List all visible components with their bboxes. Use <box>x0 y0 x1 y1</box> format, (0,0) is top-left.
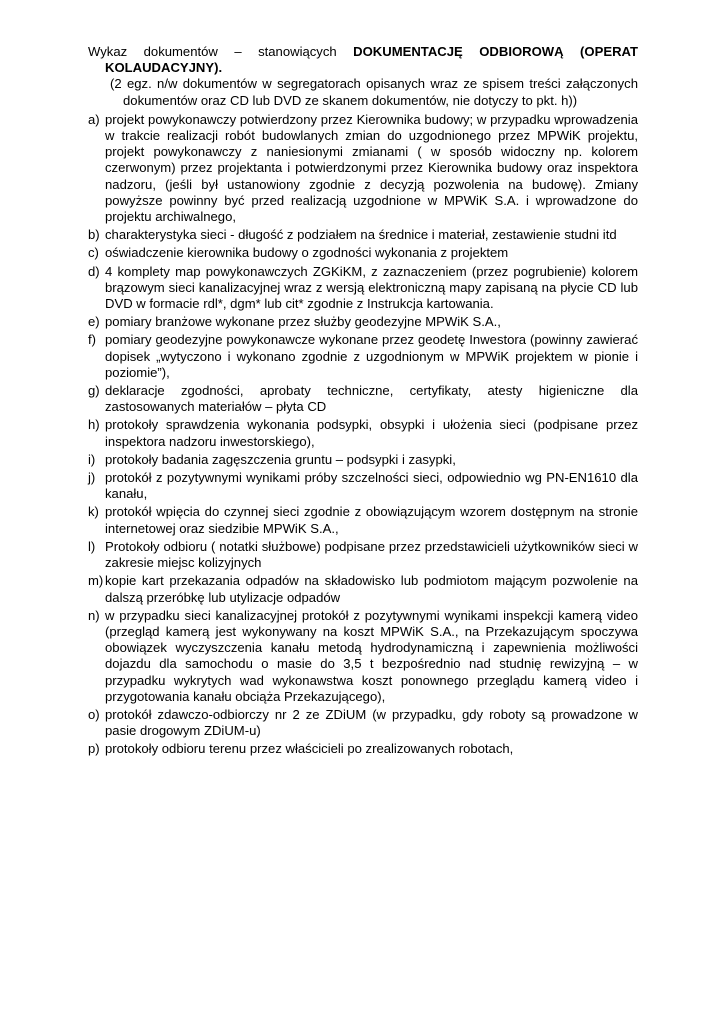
list-item-marker: b) <box>88 227 100 243</box>
list-item-marker: g) <box>88 383 100 399</box>
document-heading <box>88 44 638 76</box>
list-item <box>88 608 638 705</box>
heading-prefix: Wykaz dokumentów – stanowiących <box>88 44 354 59</box>
list-item-text: kopie kart przekazania odpadów na składowisko lub podmiotom mającym pozwolenie na dalszą przeróbkę lub utylizacje odpadów <box>105 573 638 605</box>
list-item-text: projekt powykonawczy potwierdzony przez Kierownika budowy; w przypadku wprowadzenia w trakcie realizacji robót budowlanych zmian do uzgodnionego przez MPWiK projektu, projekt powykonawczy z naniesionymi zmianami ( w sposób widoczny np. kolorem czerwonym) przez projektanta i potwierdzonymi przez Kierownika budowy oraz inspektora nadzoru, (jeśli był ustanowiony zgodnie z decyzją pozwolenia na budowę). Zmiany powyższe powinny być przed realizacją uzgodnione w MPWiK S.A. i wprowadzone do projektu archiwalnego, <box>105 111 638 225</box>
list-item-marker: e) <box>88 314 100 330</box>
list-item <box>88 245 638 261</box>
heading-title: DOKUMENTACJĘ ODBIOROWĄ (OPERAT KOLAUDACYJNY). <box>105 44 639 76</box>
list-item-marker: c) <box>88 245 99 261</box>
list-item <box>88 264 638 313</box>
list-item <box>88 470 638 502</box>
list-item <box>88 227 638 243</box>
list-item-marker: n) <box>88 607 100 623</box>
list-item-text: protokół z pozytywnymi wynikami próby szczelności sieci, odpowiednio wg PN-EN1610 dla kanału, <box>105 470 638 502</box>
document-page <box>88 44 638 760</box>
list-item-text: charakterystyka sieci - długość z podziałem na średnice i materiał, zestawienie studni itd <box>105 227 617 243</box>
list-item-marker: a) <box>88 111 100 127</box>
list-item-marker: k) <box>88 504 99 520</box>
list-item-marker: m) <box>88 573 104 589</box>
list-item <box>88 573 638 605</box>
list-item-marker: h) <box>88 417 100 433</box>
list-item <box>88 741 638 757</box>
list-item-text: protokół wpięcia do czynnej sieci zgodnie z obowiązującym wzorem dostępnym na stronie internetowej oraz siedzibie MPWiK S.A., <box>105 504 638 536</box>
list-item-text: protokoły sprawdzenia wykonania podsypki, obsypki i ułożenia sieci (podpisane przez inspektora nadzoru inwestorskiego), <box>105 417 638 449</box>
list-item-text: oświadczenie kierownika budowy o zgodności wykonania z projektem <box>105 245 509 261</box>
list-item-text: Protokoły odbioru ( notatki służbowe) podpisane przez przedstawicieli użytkowników sieci w zakresie miejsc kolizyjnych <box>105 538 638 571</box>
list-item-marker: o) <box>88 706 100 722</box>
list-item-text: pomiary branżowe wykonane przez służby geodezyjne MPWiK S.A., <box>105 314 501 330</box>
list-item-marker: d) <box>88 263 100 279</box>
list-item <box>88 112 638 225</box>
list-item <box>88 452 638 468</box>
list-item-text: 4 komplety map powykonawczych ZGKiKM, z zaznaczeniem (przez pogrubienie) kolorem brązowym sieci kanalizacyjnej wraz z wersją elektroniczną mapy zapisaną na płycie CD lub DVD w formacie rdl*, dgm* lub cit* zgodnie z Instrukcja kartowania. <box>105 263 638 312</box>
list-item <box>88 539 638 571</box>
list-item-text: protokoły badania zagęszczenia gruntu – podsypki i zasypki, <box>105 451 456 467</box>
list-item <box>88 383 638 415</box>
list-item-text: w przypadku sieci kanalizacyjnej protokół z pozytywnymi wynikami inspekcji kamerą video (przegląd kamerą jest wykonywany na koszt MPWiK S.A., na Przekazującym spoczywa obowiązek wyczyszczenia kanału metodą hydrodynamiczną i zapewnienia możliwości dojazdu dla samochodu o masie do 3,5 t bezpośrednio nad studnię rewizyjną – w przypadku wykrytych wad wykonawstwa koszt ponownego przeglądu kamerą video i przygotowania kanału obciąża Przekazującego), <box>105 607 638 704</box>
list-item-marker: l) <box>88 538 96 554</box>
list-item-marker: i) <box>88 451 96 467</box>
list-item <box>88 504 638 536</box>
list-item <box>88 417 638 449</box>
list-item-marker: j) <box>88 470 96 486</box>
list-item-text: pomiary geodezyjne powykonawcze wykonane przez geodetę Inwestora (powinny zawierać dopisek „wytyczono i wykonano zgodnie z uzgodnionym w MPWiK projektem w pionie i poziomie”), <box>105 332 638 380</box>
document-note: (2 egz. n/w dokumentów w segregatorach opisanych wraz ze spisem treści załączonych dokumentów oraz CD lub DVD ze skanem dokumentów, nie dotyczy to pkt. h)) <box>110 76 638 108</box>
list-item-text: deklaracje zgodności, aprobaty techniczne, certyfikaty, atesty higieniczne dla zastosowanych materiałów – płyta CD <box>105 383 638 415</box>
list-item-marker: f) <box>88 332 96 348</box>
list-item <box>88 314 638 330</box>
document-list <box>88 112 638 758</box>
list-item-text: protokoły odbioru terenu przez właścicieli po zrealizowanych robotach, <box>105 741 514 757</box>
list-item-text: protokół zdawczo-odbiorczy nr 2 ze ZDiUM (w przypadku, gdy roboty są prowadzone w pasie drogowym ZDiUM-u) <box>105 706 638 739</box>
list-item-marker: p) <box>88 741 100 757</box>
list-item <box>88 332 638 381</box>
list-item <box>88 707 638 739</box>
